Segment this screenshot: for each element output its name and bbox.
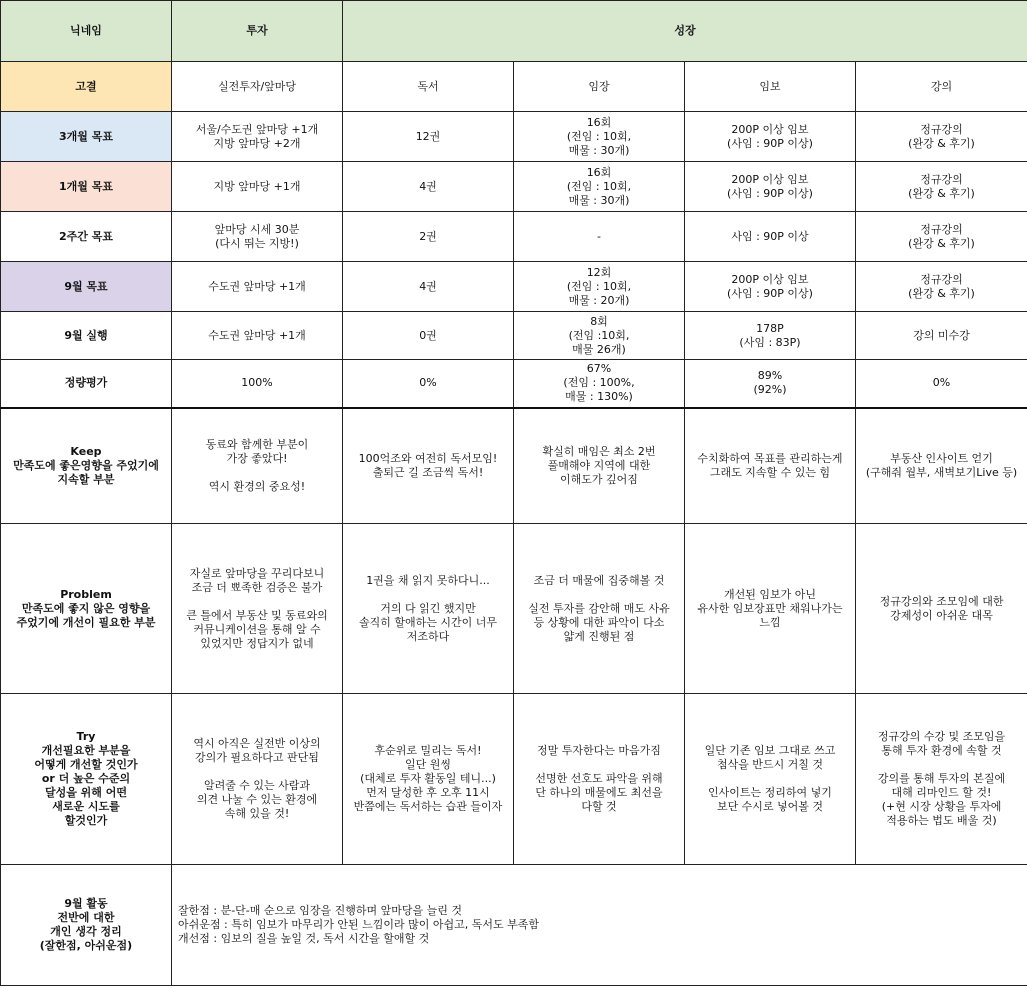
cell-imbo: 200P 이상 임보 (사임 : 90P 이상)	[685, 112, 856, 162]
problem-reading: 1권을 채 읽지 못하다니... 거의 다 읽긴 했지만 솔직히 할애하는 시간이 너무 저조하다	[343, 524, 514, 694]
cell-imbo: 200P 이상 임보 (사임 : 90P 이상)	[685, 262, 856, 312]
row-label: 정량평가	[1, 360, 172, 408]
cell-reading: 4권	[343, 262, 514, 312]
cell-reading: 2권	[343, 212, 514, 262]
cell-imbo: 200P 이상 임보 (사임 : 90P 이상)	[685, 162, 856, 212]
try-imjang: 정말 투자한다는 마음가짐 선명한 선호도 파악을 위해 단 하나의 매물에도 최선을 다할 것	[514, 694, 685, 865]
row-label: 9월 실행	[1, 312, 172, 360]
cell-imjang: 8회 (전임 :10회, 매물 26개)	[514, 312, 685, 360]
goals-header-row	[1, 62, 1027, 112]
table-row	[1, 162, 1027, 212]
try-imbo: 일단 기존 임보 그대로 쓰고 첨삭을 반드시 거칠 것 인사이트는 정리하여 넣기 보단 수시로 넣어볼 것	[685, 694, 856, 865]
keep-imbo: 수치화하여 목표를 관리하는게 그래도 지속할 수 있는 힘	[685, 408, 856, 524]
header-growth: 성장	[343, 1, 1027, 62]
cell-imbo: 89% (92%)	[685, 360, 856, 408]
table-row	[1, 312, 1027, 360]
cell-reading: 0권	[343, 312, 514, 360]
table-row	[1, 212, 1027, 262]
cell-invest: 수도권 앞마당 +1개	[172, 262, 343, 312]
cell-imjang: 16회 (전임 : 10회, 매물 : 30개)	[514, 162, 685, 212]
row-label: 3개월 목표	[1, 112, 172, 162]
keep-reading: 100억조와 여전히 독서모임! 출퇴근 길 조금씩 독서!	[343, 408, 514, 524]
header-row	[1, 1, 1027, 62]
cell-lecture: 정규강의 (완강 & 후기)	[856, 162, 1027, 212]
cell-lecture: 정규강의 (완강 & 후기)	[856, 112, 1027, 162]
keep-lecture: 부동산 인사이트 얻기 (구해줘 월부, 새벽보기Live 등)	[856, 408, 1027, 524]
summary-row	[1, 865, 1027, 986]
summary-label: 9월 활동 전반에 대한 개인 생각 정리 (잘한점, 아쉬운점)	[1, 865, 172, 986]
keep-row	[1, 408, 1027, 524]
try-lecture: 정규강의 수강 및 조모임을 통해 투자 환경에 속할 것 강의를 통해 투자의 본질에 대해 리마인드 할 것! (+현 시장 상황을 투자에 적용하는 법도 배울 것)	[856, 694, 1027, 865]
problem-row	[1, 524, 1027, 694]
cell-lecture: 0%	[856, 360, 1027, 408]
cell-imbo: 사임 : 90P 이상	[685, 212, 856, 262]
cell-reading: 12권	[343, 112, 514, 162]
cell-reading: 4권	[343, 162, 514, 212]
cell-lecture: 정규강의 (완강 & 후기)	[856, 262, 1027, 312]
cell-lecture: 정규강의 (완강 & 후기)	[856, 212, 1027, 262]
try-label: Try 개선필요한 부분을 어떻게 개선할 것인가 or 더 높은 수준의 달성을 위해 어떤 새로운 시도를 할것인가	[1, 694, 172, 865]
nickname-cell: 고결	[1, 62, 172, 112]
try-row	[1, 694, 1027, 865]
header-nickname: 닉네임	[1, 1, 172, 62]
header-invest: 투자	[172, 1, 343, 62]
cell-imjang: -	[514, 212, 685, 262]
cell-imjang: 12회 (전임 : 10회, 매물 : 20개)	[514, 262, 685, 312]
col-lecture-title: 강의	[856, 62, 1027, 112]
problem-imbo: 개선된 임보가 아닌 유사한 임보장표만 채워나가는 느낌	[685, 524, 856, 694]
keep-invest: 동료와 함께한 부분이 가장 좋았다! 역시 환경의 중요성!	[172, 408, 343, 524]
keep-imjang: 확실히 매임은 최소 2번 풀매해야 지역에 대한 이해도가 깊어짐	[514, 408, 685, 524]
cell-invest: 100%	[172, 360, 343, 408]
problem-label: Problem 만족도에 좋지 않은 영향을 주었기에 개선이 필요한 부분	[1, 524, 172, 694]
col-reading-title: 독서	[343, 62, 514, 112]
row-label: 9월 목표	[1, 262, 172, 312]
cell-invest: 수도권 앞마당 +1개	[172, 312, 343, 360]
table-row	[1, 360, 1027, 408]
try-reading: 후순위로 밀리는 독서! 일단 원씽 (대체로 투자 활동일 테니...) 먼저 달성한 후 오후 11시 반쯤에는 독서하는 습관 들이자	[343, 694, 514, 865]
col-imjang-title: 임장	[514, 62, 685, 112]
cell-imjang: 16회 (전임 : 10회, 매물 : 30개)	[514, 112, 685, 162]
try-invest: 역시 아직은 실전반 이상의 강의가 필요하다고 판단됨 알려줄 수 있는 사람과 의견 나눌 수 있는 환경에 속해 있을 것!	[172, 694, 343, 865]
row-label: 2주간 목표	[1, 212, 172, 262]
cell-invest: 앞마당 시세 30분 (다시 뛰는 지방!)	[172, 212, 343, 262]
row-label: 1개월 목표	[1, 162, 172, 212]
cell-imjang: 67% (전임 : 100%, 매물 : 130%)	[514, 360, 685, 408]
keep-label: Keep 만족도에 좋은영향을 주었기에 지속할 부분	[1, 408, 172, 524]
summary-text: 잘한점 : 분-단-매 순으로 임장을 진행하며 앞마당을 늘린 것 아쉬운점 : 특히 임보가 마무리가 안된 느낌이라 많이 아쉽고, 독서도 부족함 개선점 : 임보의 질을 높일 것, 독서 시간을 할애할 것	[172, 865, 1027, 986]
cell-invest: 지방 앞마당 +1개	[172, 162, 343, 212]
col-invest-title: 실전투자/앞마당	[172, 62, 343, 112]
cell-imbo: 178P (사임 : 83P)	[685, 312, 856, 360]
problem-lecture: 정규강의와 조모임에 대한 강제성이 아쉬운 대목	[856, 524, 1027, 694]
table-row	[1, 112, 1027, 162]
col-imbo-title: 임보	[685, 62, 856, 112]
cell-reading: 0%	[343, 360, 514, 408]
cell-lecture: 강의 미수강	[856, 312, 1027, 360]
problem-invest: 자실로 앞마당을 꾸리다보니 조금 더 뾰족한 검증은 불가 큰 틀에서 부동산 및 동료와의 커뮤니케이션을 통해 알 수 있었지만 정답지가 없네	[172, 524, 343, 694]
table-row	[1, 262, 1027, 312]
cell-invest: 서울/수도권 앞마당 +1개 지방 앞마당 +2개	[172, 112, 343, 162]
problem-imjang: 조금 더 매물에 집중해볼 것 실전 투자를 감안해 매도 사유 등 상황에 대한 파악이 다소 얇게 진행된 점	[514, 524, 685, 694]
